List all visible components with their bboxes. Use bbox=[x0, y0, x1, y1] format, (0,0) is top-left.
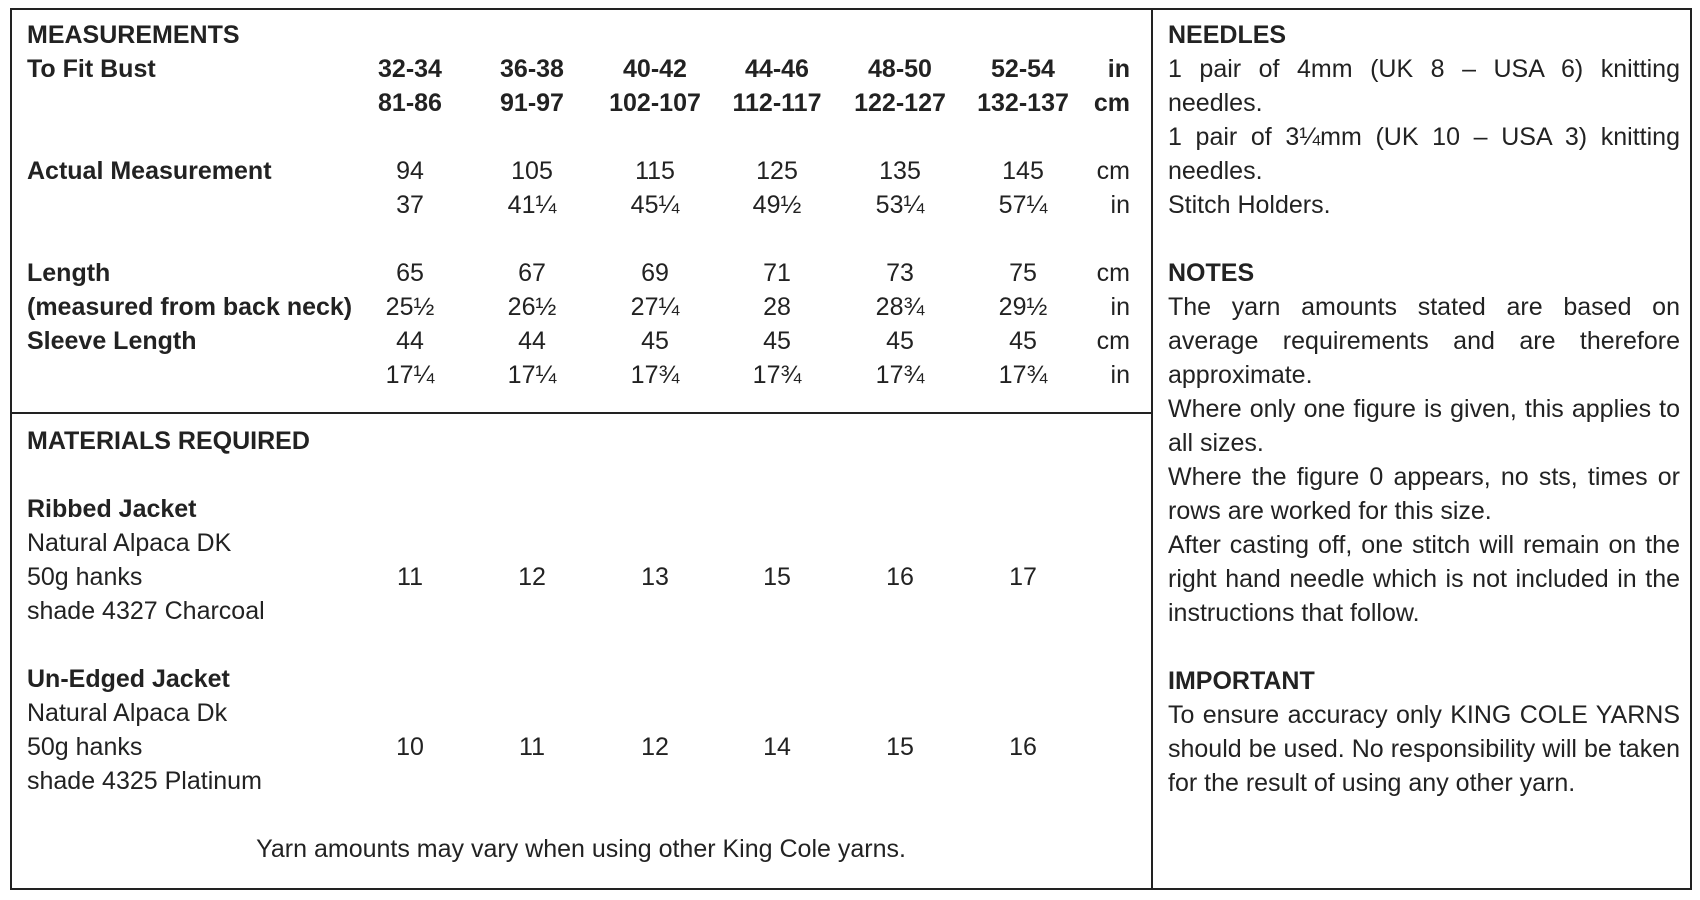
value-cell: 26½ bbox=[507, 293, 557, 321]
value-cell: 45 bbox=[641, 327, 669, 355]
value-cell: 45 bbox=[1009, 327, 1037, 355]
size-in: 40-42 bbox=[623, 55, 687, 83]
value-cell: 94 bbox=[396, 157, 424, 185]
value-cell: 53¼ bbox=[875, 191, 925, 219]
size-in: 44-46 bbox=[745, 55, 809, 83]
row-sublabel-length: (measured from back neck) bbox=[27, 293, 353, 321]
materials-heading: MATERIALS REQUIRED bbox=[27, 427, 310, 455]
row-label-sleeve-length: Sleeve Length bbox=[27, 327, 197, 355]
material-name: Ribbed Jacket bbox=[27, 495, 197, 523]
value-cell: 17¾ bbox=[752, 361, 802, 389]
unit-in: in bbox=[1110, 293, 1130, 321]
size-cm: 81-86 bbox=[378, 89, 442, 117]
measurements-heading: MEASUREMENTS bbox=[27, 21, 240, 49]
value-cell: 45 bbox=[886, 327, 914, 355]
value-cell: 28 bbox=[763, 293, 791, 321]
size-in: 32-34 bbox=[378, 55, 442, 83]
right-column bbox=[1168, 18, 1680, 800]
row-label-length: Length bbox=[27, 259, 111, 287]
value-cell: 75 bbox=[1009, 259, 1037, 287]
needles-line: Stitch Holders. bbox=[1168, 191, 1331, 219]
value-cell: 25½ bbox=[385, 293, 435, 321]
value-cell: 69 bbox=[641, 259, 669, 287]
unit-cm: cm bbox=[1096, 327, 1130, 355]
value-cell: 11 bbox=[397, 563, 423, 591]
column-divider bbox=[1151, 8, 1153, 890]
value-cell: 67 bbox=[518, 259, 546, 287]
value-cell: 12 bbox=[641, 733, 669, 761]
value-cell: 44 bbox=[396, 327, 424, 355]
value-cell: 73 bbox=[886, 259, 914, 287]
value-cell: 28¾ bbox=[875, 293, 925, 321]
unit-cm: cm bbox=[1096, 259, 1130, 287]
value-cell: 16 bbox=[1009, 733, 1037, 761]
value-cell: 17 bbox=[1009, 563, 1037, 591]
value-cell: 65 bbox=[396, 259, 424, 287]
value-cell: 17¾ bbox=[875, 361, 925, 389]
value-cell: 57¼ bbox=[998, 191, 1048, 219]
value-cell: 16 bbox=[886, 563, 914, 591]
value-cell: 11 bbox=[519, 733, 545, 761]
unit-cm: cm bbox=[1096, 157, 1130, 185]
unit-in: in bbox=[1107, 55, 1130, 83]
notes-paragraph: Where the figure 0 appears, no sts, times or rows are worked for this size. bbox=[1168, 463, 1680, 525]
size-cm: 112-117 bbox=[732, 89, 822, 117]
value-cell: 37 bbox=[396, 191, 424, 219]
needles-heading: NEEDLES bbox=[1168, 21, 1287, 49]
value-cell: 27¼ bbox=[630, 293, 680, 321]
material-shade: shade 4327 Charcoal bbox=[27, 597, 265, 625]
unit-cm: cm bbox=[1093, 89, 1130, 117]
value-cell: 29½ bbox=[998, 293, 1048, 321]
value-cell: 15 bbox=[886, 733, 914, 761]
notes-paragraph: After casting off, one stitch will remain on the right hand needle which is not included in the instructions that follow. bbox=[1168, 531, 1680, 627]
value-cell: 17¼ bbox=[507, 361, 557, 389]
material-pack: 50g hanks bbox=[27, 563, 143, 591]
value-cell: 44 bbox=[518, 327, 546, 355]
unit-in: in bbox=[1110, 361, 1130, 389]
value-cell: 12 bbox=[518, 563, 546, 591]
size-cm: 91-97 bbox=[500, 89, 564, 117]
material-yarn: Natural Alpaca DK bbox=[27, 529, 232, 557]
value-cell: 17¾ bbox=[998, 361, 1048, 389]
value-cell: 45 bbox=[763, 327, 791, 355]
value-cell: 15 bbox=[763, 563, 791, 591]
row-label-to-fit-bust: To Fit Bust bbox=[27, 55, 156, 83]
notes-paragraph: The yarn amounts stated are based on average requirements and are therefore approximate. bbox=[1168, 293, 1680, 389]
row-label-actual-measurement: Actual Measurement bbox=[27, 157, 272, 185]
size-cm: 132-137 bbox=[977, 89, 1069, 117]
value-cell: 49½ bbox=[752, 191, 802, 219]
size-in: 52-54 bbox=[991, 55, 1055, 83]
material-name: Un-Edged Jacket bbox=[27, 665, 230, 693]
value-cell: 115 bbox=[635, 157, 675, 185]
needles-line: 1 pair of 4mm (UK 8 – USA 6) knitting needles. bbox=[1168, 55, 1680, 117]
size-in: 48-50 bbox=[868, 55, 932, 83]
value-cell: 13 bbox=[641, 563, 669, 591]
value-cell: 71 bbox=[763, 259, 791, 287]
value-cell: 145 bbox=[1002, 157, 1044, 185]
spacer bbox=[1168, 222, 1680, 256]
value-cell: 14 bbox=[763, 733, 791, 761]
value-cell: 17¼ bbox=[385, 361, 435, 389]
material-pack: 50g hanks bbox=[27, 733, 143, 761]
important-heading: IMPORTANT bbox=[1168, 667, 1315, 695]
size-in: 36-38 bbox=[500, 55, 564, 83]
value-cell: 125 bbox=[756, 157, 798, 185]
value-cell: 105 bbox=[511, 157, 553, 185]
material-yarn: Natural Alpaca Dk bbox=[27, 699, 228, 727]
size-cm: 102-107 bbox=[609, 89, 701, 117]
value-cell: 41¼ bbox=[507, 191, 557, 219]
needles-line: 1 pair of 3¼mm (UK 10 – USA 3) knitting needles. bbox=[1168, 123, 1680, 185]
spacer bbox=[1168, 630, 1680, 664]
value-cell: 17¾ bbox=[630, 361, 680, 389]
value-cell: 45¼ bbox=[630, 191, 680, 219]
size-cm: 122-127 bbox=[854, 89, 946, 117]
section-divider bbox=[10, 412, 1153, 414]
value-cell: 10 bbox=[396, 733, 424, 761]
value-cell: 135 bbox=[879, 157, 921, 185]
unit-in: in bbox=[1110, 191, 1130, 219]
notes-paragraph: Where only one figure is given, this applies to all sizes. bbox=[1168, 395, 1680, 457]
notes-heading: NOTES bbox=[1168, 259, 1255, 287]
important-paragraph: To ensure accuracy only KING COLE YARNS should be used. No responsibility will be taken for the result of using any other yarn. bbox=[1168, 701, 1680, 797]
material-shade: shade 4325 Platinum bbox=[27, 767, 262, 795]
yarn-footnote: Yarn amounts may vary when using other King Cole yarns. bbox=[256, 835, 906, 863]
